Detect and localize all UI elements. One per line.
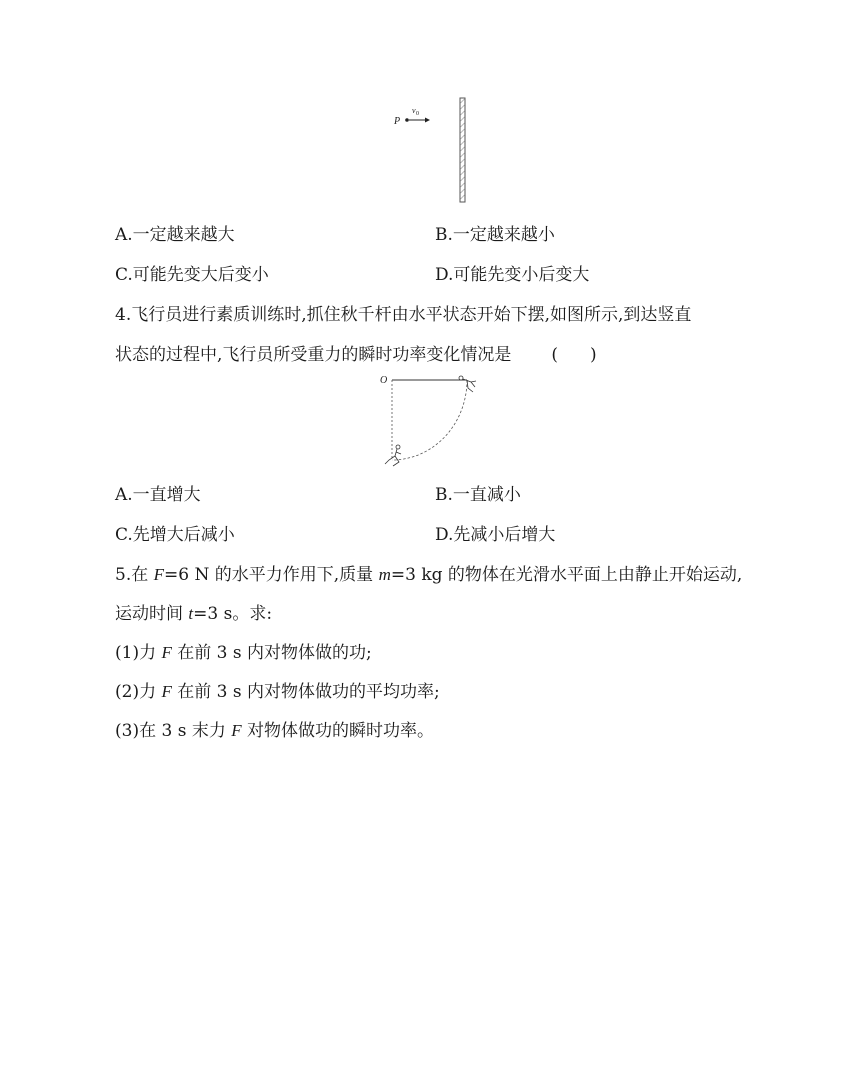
q4-option-d: D.先减小后增大 xyxy=(435,525,556,545)
swing-arc-figure xyxy=(375,368,490,470)
q5-part-1: (1)力 F 在前 3 s 内对物体做的功; xyxy=(115,643,372,663)
q3-options-row-1 xyxy=(115,220,755,246)
q5-part-2: (2)力 F 在前 3 s 内对物体做功的平均功率; xyxy=(115,682,440,702)
q3-option-b: B.一定越来越小 xyxy=(435,225,555,245)
q4-option-b: B.一直减小 xyxy=(435,485,521,505)
q5-stem-line-2: 运动时间 t=3 s。求: xyxy=(115,604,273,624)
q4-stem-line-1: 4.飞行员进行素质训练时,抓住秋千杆由水平状态开始下摆,如图所示,到达竖直 xyxy=(115,305,692,325)
swing-path-arc xyxy=(392,380,467,460)
q3-option-c: C.可能先变大后变小 xyxy=(115,265,269,285)
pilot-bottom-figure xyxy=(385,445,401,466)
force-symbol: F xyxy=(161,643,172,662)
answer-bracket-open: ( xyxy=(551,345,559,365)
velocity-arrow-head xyxy=(425,118,430,123)
q3-option-d: D.可能先变小后变大 xyxy=(435,265,590,285)
q3-options-row-2 xyxy=(115,260,755,286)
force-symbol: F xyxy=(161,682,172,701)
force-symbol: F xyxy=(153,565,165,584)
point-p-label: P xyxy=(394,116,401,127)
time-symbol: t xyxy=(188,604,194,623)
q4-option-a: A.一直增大 xyxy=(115,485,201,505)
q5-stem-line-1: 5.在 F=6 N 的水平力作用下,质量 m=3 kg 的物体在光滑水平面上由静止开始运动, xyxy=(115,565,743,585)
q4-options-row-2 xyxy=(115,520,755,546)
answer-bracket-close: ) xyxy=(590,345,597,365)
q4-options-row-1 xyxy=(115,480,755,506)
pilot-top-figure xyxy=(459,376,476,392)
mass-symbol: m xyxy=(378,565,391,584)
q5-part-3: (3)在 3 s 末力 F 对物体做功的瞬时功率。 xyxy=(115,721,435,741)
q3-option-a: A.一定越来越大 xyxy=(115,225,235,245)
force-symbol: F xyxy=(231,721,242,740)
projectile-wall-figure xyxy=(385,95,475,205)
q4-stem-line-2 xyxy=(115,340,597,365)
q4-option-c: C.先增大后减小 xyxy=(115,525,235,545)
pivot-label: O xyxy=(380,375,388,386)
point-p-marker xyxy=(405,118,409,122)
velocity-label: v xyxy=(412,106,416,115)
q4-stem-text: 状态的过程中,飞行员所受重力的瞬时功率变化情况是 xyxy=(115,345,512,365)
velocity-subscript: 0 xyxy=(416,111,419,117)
